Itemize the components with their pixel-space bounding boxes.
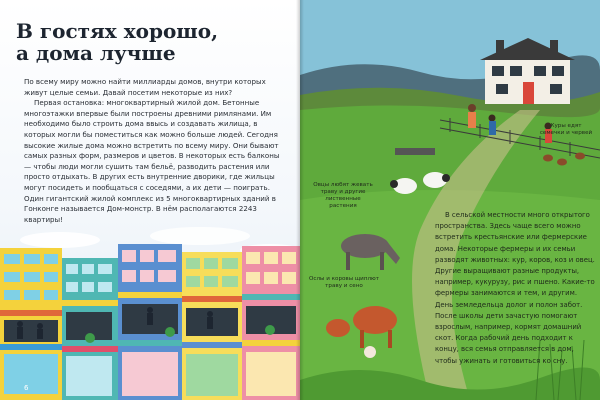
right-page <box>300 0 600 400</box>
title-line-1: В гостях хорошо, <box>16 19 219 43</box>
building-yellow-left <box>0 248 62 400</box>
caption-hens: Куры едят семечки и червей <box>539 123 593 136</box>
water-trough <box>395 148 435 155</box>
farm-body-text: В сельской местности много открытого пространства. Здесь чаще всего можно встретить крестьянские или фермерские дома. Некоторые фермеры и их семьи разводят животных: кур, коров, коз и овец. Другие выращивают разные продукты, например, кукурузу, рис и пшено. Какие-то фермеры занимаются и тем, и другим. День земледельца долог и полон забот. После школы дети зачастую помогают взрослым, например, кормят домашний скот. Когда рабочий день подходит к концу, вся семья отправляется в дом, чтобы ужинать и готовиться ко сну. <box>435 211 595 365</box>
title-line-2: а дома лучше <box>16 41 176 65</box>
caption-cows: Ослы и коровы щиплют траву и сено <box>308 276 380 289</box>
intro-paragraph: По всему миру можно найти миллиарды домов, внутри которых живут целые семьи. Давай посетим некоторые из них? <box>24 77 266 97</box>
building-pink <box>242 246 300 400</box>
apartment-paragraph: Первая остановка: многоквартирный жилой дом. Бетонные многоэтажки впервые были построены древними римлянами. Им необходимо было строить дома ввысь и создавать жилища, в которых могли бы поместиться как можно больше людей. Сегодня высокие жилые дома можно встретить по всему миру. Они бывают самых разных форм, размеров и цветов. В некоторых есть балконы — чтобы люди могли сушить там бельё, разводить растения или просто отдыхать. В других есть внутренние дворики, где жильцы могут посидеть и пообщаться с соседями, а их дети — поиграть. Один гигантский жилой комплекс из 5 многоквартирных зданий в Гонконге называется Дом-монстр. В нём располагаются 2243 квартиры! <box>24 98 280 224</box>
caption-sheep: Овцы любят жевать траву и другие лиственные растения <box>313 182 373 209</box>
page-number: 6 <box>24 384 29 392</box>
building-teal <box>62 258 118 400</box>
